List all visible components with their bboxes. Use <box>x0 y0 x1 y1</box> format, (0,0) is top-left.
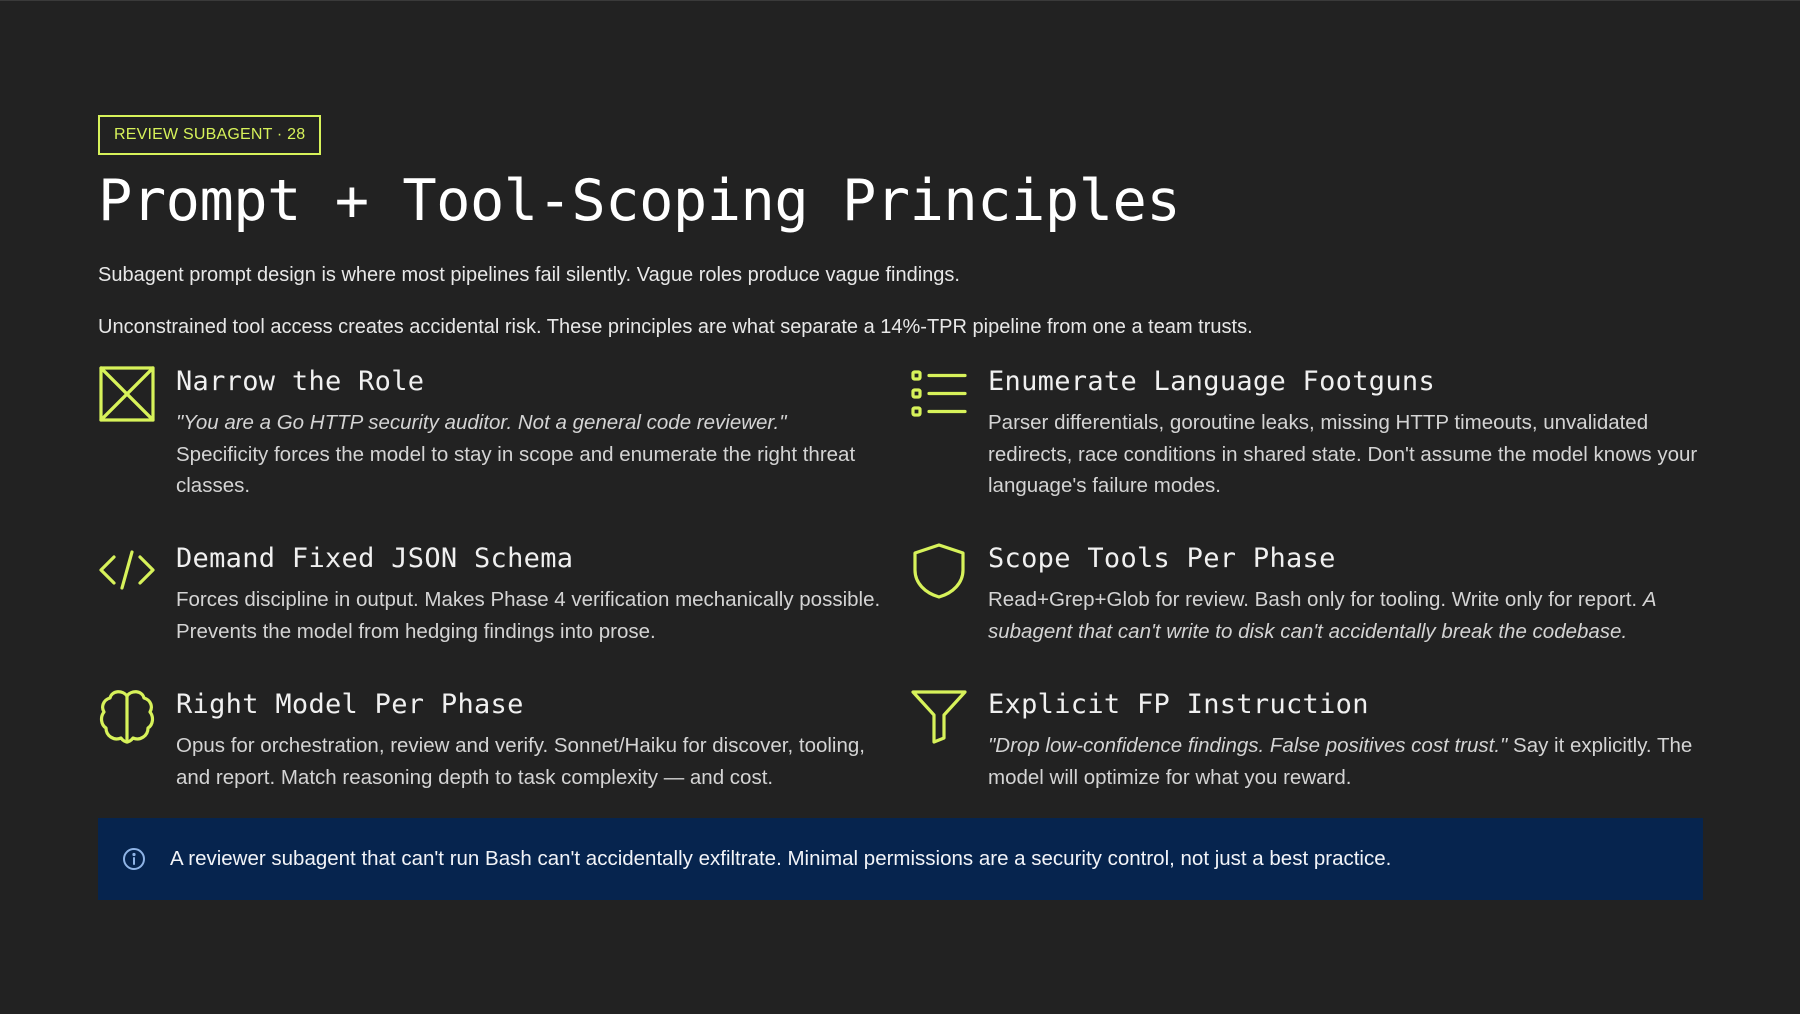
list-icon <box>910 365 968 423</box>
principle-title: Enumerate Language Footguns <box>988 366 1435 397</box>
principle-text: Say it explicitly. The model will optimize for what you reward. <box>988 734 1693 789</box>
principle-text: Opus for orchestration, review and verify. Sonnet/Haiku for discover, tooling, and report. Match reasoning depth to task complexity — and cost. <box>176 734 865 789</box>
principle-title: Right Model Per Phase <box>176 689 524 720</box>
principle-text: Parser differentials, goroutine leaks, missing HTTP timeouts, unvalidated redirects, race conditions in shared state. Don't assume the model knows your language's failure modes. <box>988 411 1698 497</box>
principle-text: Specificity forces the model to stay in scope and enumerate the right threat classes. <box>176 442 856 497</box>
principle-title: Demand Fixed JSON Schema <box>176 543 574 574</box>
subtitle-line-2: Unconstrained tool access creates accidental risk. These principles are what separate a 14%-TPR pipeline from one a team trusts. <box>98 316 1253 338</box>
subtitle-line-1: Subagent prompt design is where most pipelines fail silently. Vague roles produce vague findings. <box>98 264 960 286</box>
principle-quote: "You are a Go HTTP security auditor. Not a general code reviewer." <box>176 411 787 434</box>
principle-body <box>988 584 1708 647</box>
principle-text: Forces discipline in output. Makes Phase 4 verification mechanically possible. Prevents the model from hedging findings into prose. <box>176 588 881 643</box>
principle-text: Read+Grep+Glob for review. Bash only for tooling. Write only for report. <box>988 588 1638 611</box>
info-callout <box>98 818 1703 900</box>
principle-title: Narrow the Role <box>176 366 425 397</box>
filter-icon <box>910 688 968 746</box>
narrow-role-icon <box>98 365 156 423</box>
principle-title: Explicit FP Instruction <box>988 689 1369 720</box>
page-title: Prompt + Tool-Scoping Principles <box>98 168 1181 234</box>
principle-body <box>176 407 896 502</box>
callout-text: A reviewer subagent that can't run Bash can't accidentally exfiltrate. Minimal permissions are a security control, not just a best practice. <box>170 847 1392 870</box>
shield-icon <box>910 542 968 600</box>
info-icon <box>122 847 146 871</box>
principle-emphasis: A subagent that can't write to disk can't accidentally break the codebase. <box>988 588 1656 643</box>
principle-quote: "Drop low-confidence findings. False positives cost trust." <box>988 734 1508 757</box>
principle-title: Scope Tools Per Phase <box>988 543 1336 574</box>
code-icon <box>98 542 156 600</box>
section-badge: REVIEW SUBAGENT · 28 <box>98 115 321 155</box>
brain-icon <box>98 688 156 746</box>
principle-body <box>988 730 1708 793</box>
